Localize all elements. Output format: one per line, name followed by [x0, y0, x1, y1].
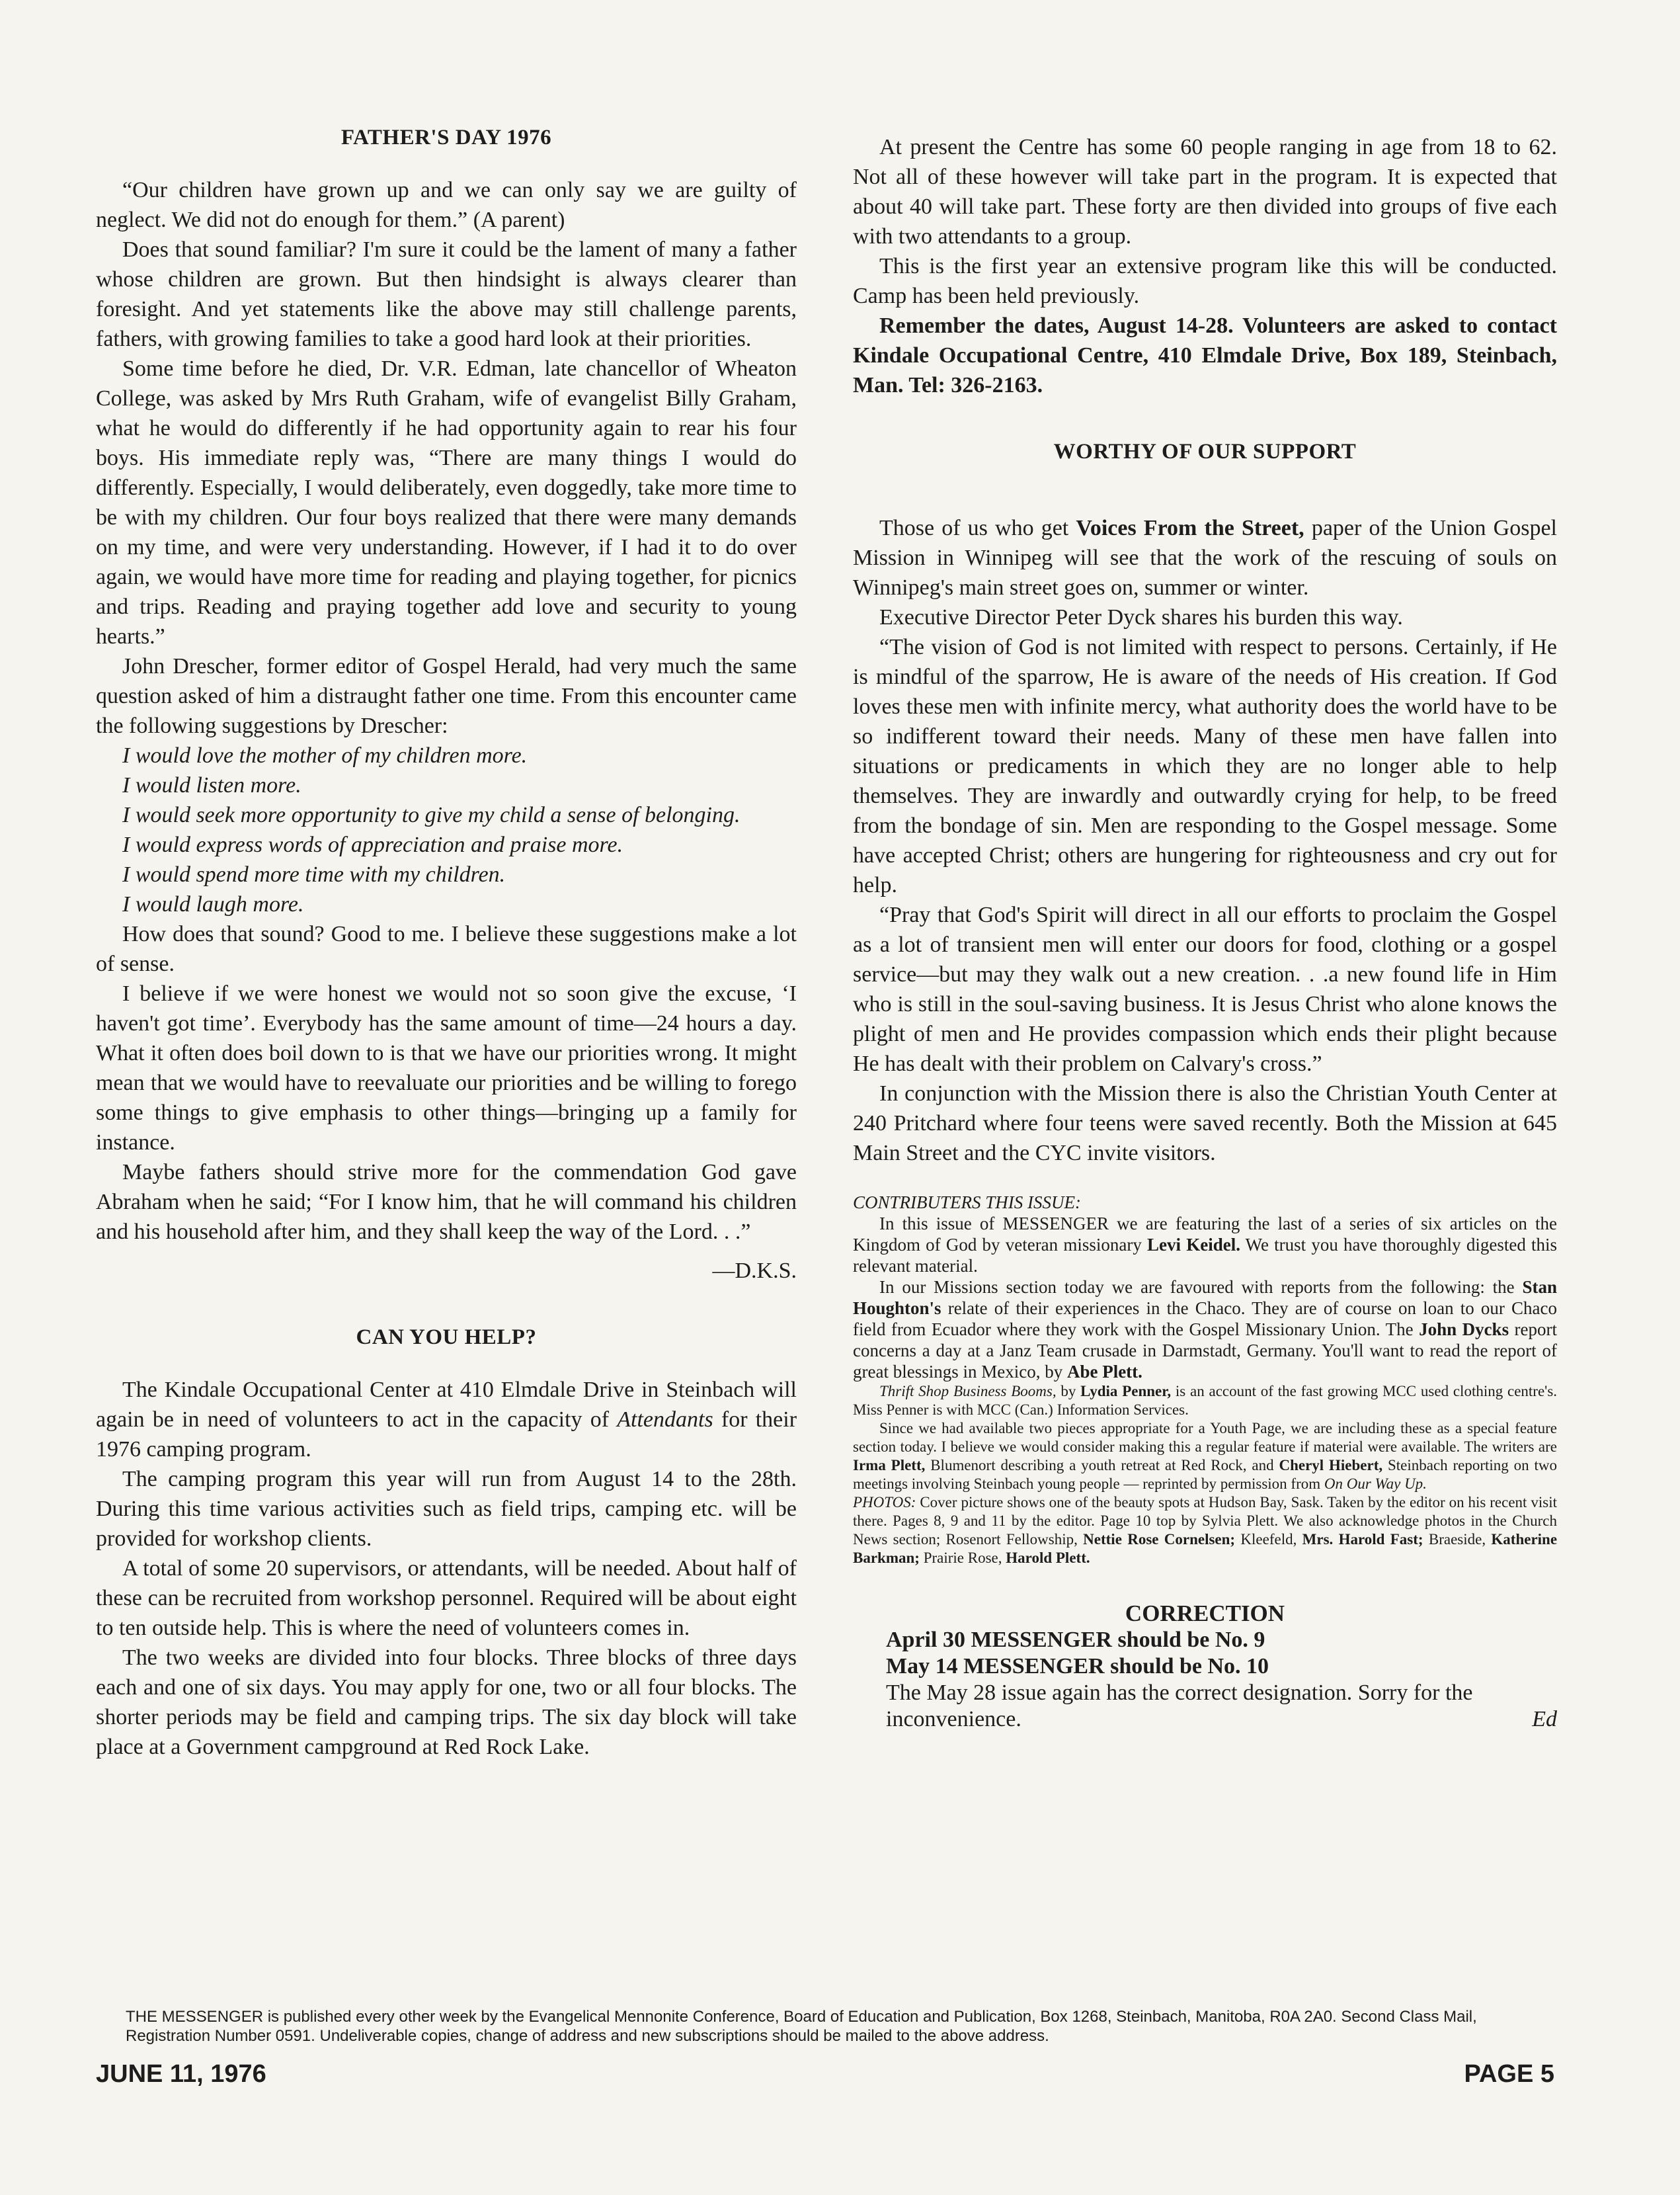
- signature: —D.K.S.: [712, 1259, 797, 1283]
- worthy-title: WORTHY OF OUR SUPPORT: [1053, 440, 1357, 464]
- paragraph: In our Missions section today we are favoured with reports from the following: the Stan Houghton's relate of their experiences in the Chaco. They are of course on loan to our Chaco field from Ecuador where they work with the Gospel Missionary Union. The John Dycks report concerns a day at a Janz Team crusade in Darmstadt, Germany. You'll want to read the report of great blessings in Mexico, by Abe Plett.: [853, 1277, 1558, 1382]
- paragraph: The Kindale Occupational Center at 410 Elmdale Drive in Steinbach will again be in need of volunteers to act in the capacity of Attendants for their 1976 camping program.: [96, 1378, 797, 1462]
- paragraph: In conjunction with the Mission there is also the Christian Youth Center at 240 Pritchard where four teens were saved recently. Both the Mission at 645 Main Street and the CYC invite visitors.: [853, 1081, 1557, 1165]
- correction-body: The May 28 issue again has the correct designation. Sorry for the inconvenience. Ed: [886, 1680, 1557, 1731]
- dates-notice: Remember the dates, August 14-28. Volunteers are asked to contact Kindale Occupational Centre, 410 Elmdale Drive, Box 189, Steinbach, Man. Tel: 326-2163.: [853, 313, 1557, 397]
- correction-line: May 14 MESSENGER should be No. 10: [886, 1654, 1269, 1678]
- paragraph: The two weeks are divided into four blocks. Three blocks of three days each and one of six days. You may apply for one, two or all four blocks. The shorter periods may be field and camping trips. The six day block will take place at a Government campground at Red Rock Lake.: [96, 1645, 797, 1759]
- paragraph: Executive Director Peter Dyck shares his burden this way.: [879, 605, 1403, 630]
- paragraph: Thrift Shop Business Booms, by Lydia Penner, is an account of the fast growing MCC used clothing centre's. Miss Penner is with MCC (Can.) Information Services.: [853, 1383, 1558, 1418]
- paragraph: “The vision of God is not limited with respect to persons. Certainly, if He is mindful of the sparrow, He is aware of the needs of His creation. If God loves these men with infinite mercy, what authority does the world have to be so indifferent toward their needs. Many of these men have fallen into situations or predicaments in which they are no longer able to help themselves. They are inwardly and outwardly crying for help, to be freed from the bondage of sin. Men are responding to the Gospel message. Some have accepted Christ; others are hungering for righteousness and cry out for help.: [853, 635, 1557, 897]
- paragraph: In this issue of MESSENGER we are featuring the last of a series of six articles on the Kingdom of God by veteran missionary Levi Keidel. We trust you have thoroughly digested this relevant material.: [853, 1214, 1558, 1276]
- suggestion: I would love the mother of my children more.: [122, 743, 528, 768]
- attendants-term: Attendants: [617, 1407, 713, 1432]
- paragraph: I believe if we were honest we would not so soon give the excuse, ‘I haven't got time’. Everybody has the same amount of time—24 hours a day. What it often does boil down to is that we have our priorities wrong. It might mean that we would have to reevaluate our priorities and be willing to forego some things to give emphasis to other things—bringing up a family for instance.: [96, 981, 797, 1155]
- paragraph: “Our children have grown up and we can only say we are guilty of neglect. We did not do enough for them.” (A parent): [96, 178, 797, 232]
- paragraph: Does that sound familiar? I'm sure it could be the lament of many a father whose children are grown. But then hindsight is always clearer than foresight. And yet statements like the above may still challenge parents, fathers, with growing families to take a good hard look at their priorities.: [96, 237, 797, 351]
- correction-title: CORRECTION: [1125, 1600, 1285, 1626]
- paragraph: Some time before he died, Dr. V.R. Edman, late chancellor of Wheaton College, was asked by Mrs Ruth Graham, wife of evangelist Billy Graham, what he would do differently if he had opportunity again to rear his four boys. His immediate reply was, “There are many things I would do differently. Especially, I would deliberately, even doggedly, take more time to be with my children. Our four boys realized that there were many demands on my time, and were very understanding. However, if I had it to do over again, we would have more time for reading and playing together, for picnics and trips. Reading and praying together add love and security to young hearts.”: [96, 356, 797, 649]
- paragraph: The camping program this year will run from August 14 to the 28th. During this time various activities such as field trips, camping etc. will be provided for workshop clients.: [96, 1467, 797, 1551]
- paragraph: How does that sound? Good to me. I believe these suggestions make a lot of sense.: [96, 922, 797, 976]
- paragraph: This is the first year an extensive program like this will be conducted. Camp has been held previously.: [853, 254, 1557, 308]
- editor-sign: Ed: [1532, 1707, 1557, 1731]
- correction-line: April 30 MESSENGER should be No. 9: [886, 1628, 1265, 1652]
- suggestion: I would laugh more.: [122, 892, 304, 917]
- paragraph: A total of some 20 supervisors, or attendants, will be needed. About half of these can be recruited from workshop personnel. Required will be about eight to ten outside help. This is where the need of volunteers comes in.: [96, 1556, 797, 1640]
- paragraph: At present the Centre has some 60 people ranging in age from 18 to 62. Not all of these however will take part in the program. It is expected that about 40 will take part. These forty are then divided into groups of five each with two attendants to a group.: [853, 135, 1557, 249]
- can-you-help-title: CAN YOU HELP?: [356, 1325, 537, 1349]
- suggestion: I would seek more opportunity to give my child a sense of belonging.: [122, 803, 740, 827]
- fathers-day-title: FATHER'S DAY 1976: [340, 126, 552, 149]
- paragraph: Those of us who get Voices From the Street, paper of the Union Gospel Mission in Winnipeg will see that the work of the rescuing of souls on Winnipeg's main street goes on, summer or winter.: [853, 516, 1558, 600]
- publisher-note: THE MESSENGER is published every other week by the Evangelical Mennonite Conference, Board of Education and Publication, Box 1268, Steinbach, Manitoba, R0A 2A0. Second Class Mail, Registration Number 0591. Undeliverable copies, change of address and new subscriptions should be mailed to the above address.: [126, 2008, 1477, 2045]
- contributors-title: CONTRIBUTERS THIS ISSUE:: [853, 1192, 1081, 1212]
- paragraph: “Pray that God's Spirit will direct in all our efforts to proclaim the Gospel as a lot of transient men will enter our doors for food, clothing or a gospel service—but may they walk out a new creation. . .a new found life in Him who is still in the soul-saving business. It is Jesus Christ who alone knows the plight of men and He provides compassion which ends their plight because He has dealt with their problem on Calvary's cross.”: [853, 903, 1557, 1076]
- suggestion: I would spend more time with my children.: [122, 862, 506, 887]
- paragraph: Since we had available two pieces appropriate for a Youth Page, we are including these as a special feature section today. I believe we would consider making this a regular feature if material were available. The writers are Irma Plett, Blumenort describing a youth retreat at Red Rock, and Cheryl Hiebert, Steinbach reporting on two meetings involving Steinbach young people — reprinted by permission from On Our Way Up.: [853, 1420, 1557, 1492]
- suggestion: I would listen more.: [122, 773, 301, 798]
- right-column: [853, 132, 1557, 1733]
- issue-date: JUNE 11, 1976: [96, 2060, 266, 2088]
- suggestion: I would express words of appreciation and praise more.: [122, 833, 623, 857]
- paragraph: John Drescher, former editor of Gospel Herald, had very much the same question asked of him a distraught father one time. From this encounter came the following suggestions by Drescher:: [96, 654, 797, 738]
- correction-box: [853, 1600, 1557, 1733]
- page-number: PAGE 5: [1464, 2060, 1554, 2088]
- paragraph: Maybe fathers should strive more for the commendation God gave Abraham when he said; “For I know him, that he will command his children and his household after him, and they shall keep the way of the Lord. . .”: [96, 1160, 797, 1244]
- left-column: [96, 126, 797, 1762]
- publication-name: Voices From the Street,: [1076, 516, 1304, 540]
- paragraph: PHOTOS: Cover picture shows one of the beauty spots at Hudson Bay, Sask. Taken by the editor on his recent visit there. Pages 8, 9 and 11 by the editor. Page 10 top by Sylvia Plett. We also acknowledge photos in the Church News section; Rosenort Fellowship, Nettie Rose Cornelsen; Kleefeld, Mrs. Harold Fast; Braeside, Katherine Barkman; Prairie Rose, Harold Plett.: [853, 1494, 1558, 1566]
